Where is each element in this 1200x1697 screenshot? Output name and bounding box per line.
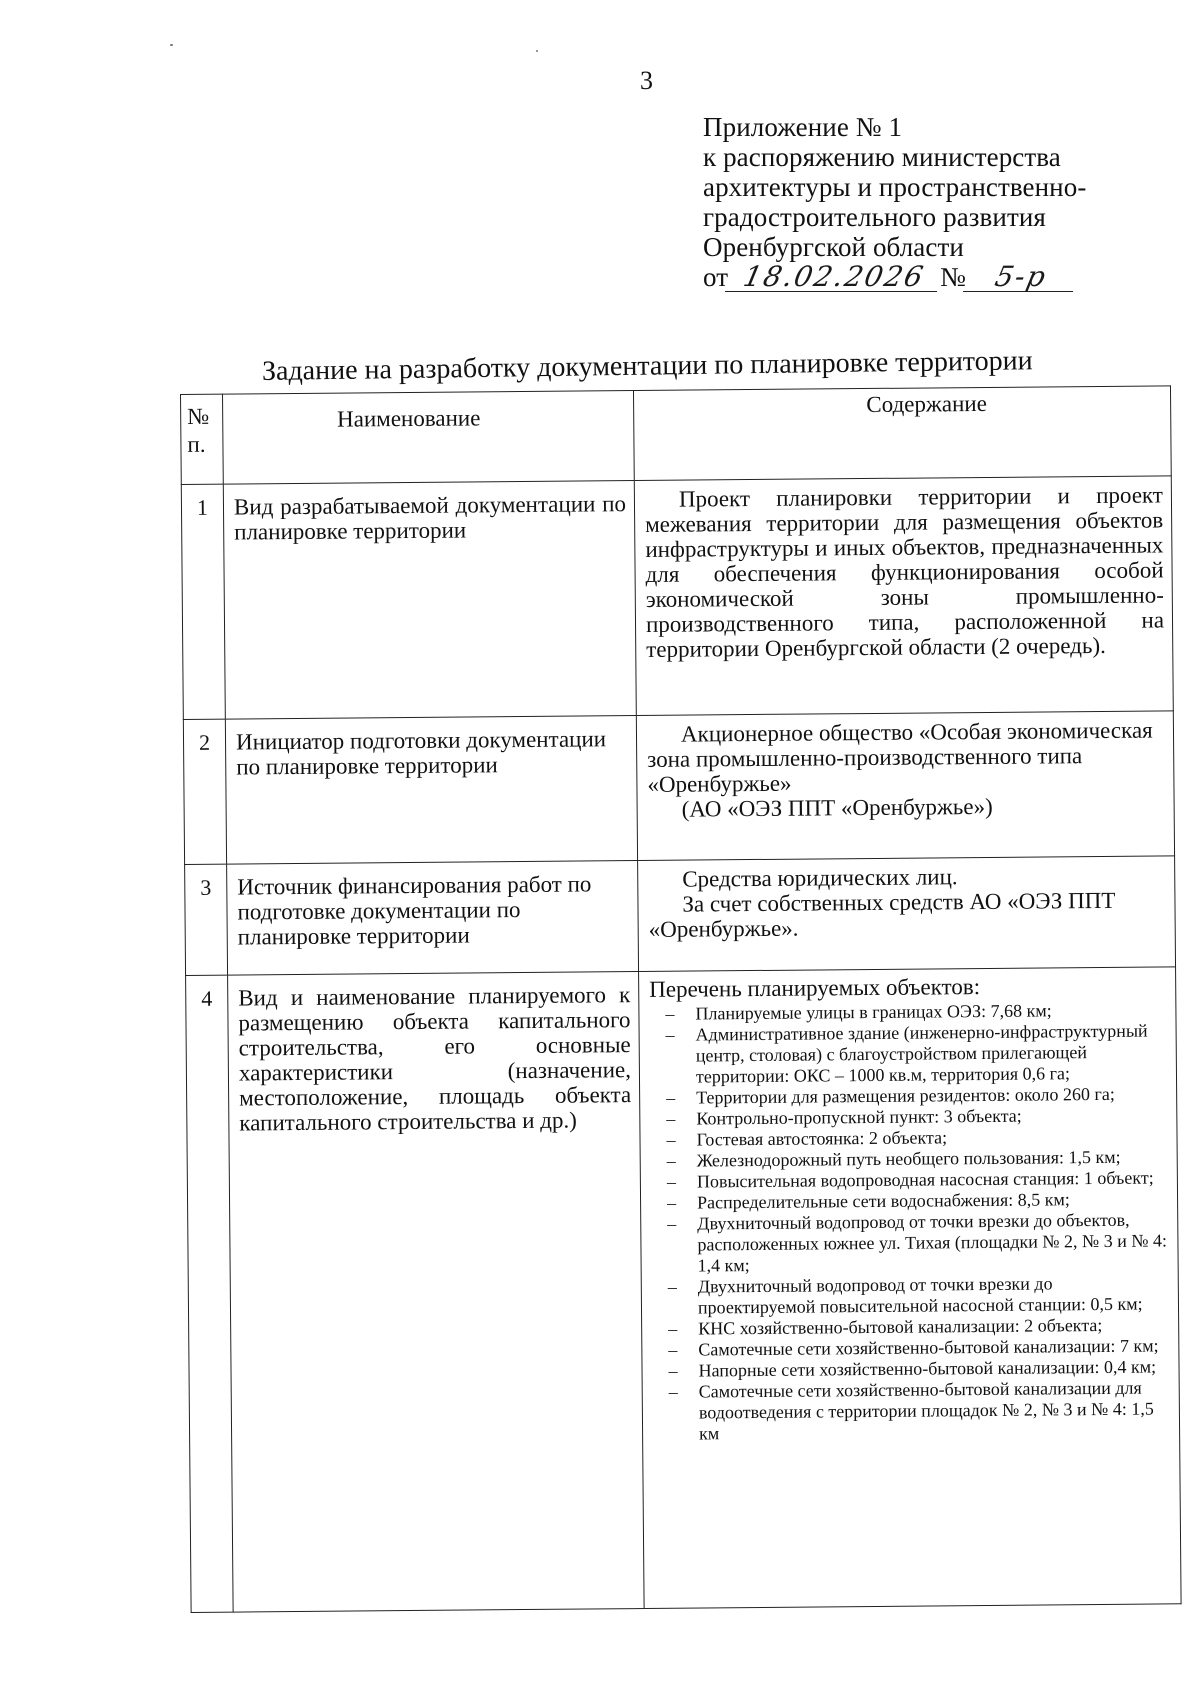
row-content: [639, 967, 1182, 1609]
number-prefix: №: [940, 262, 967, 292]
list-item: – Административное здание (инженерно-инфраструктурный центр, столовая) с благоустройством прилегающей территории: ОКС – 1000 кв.м, территория 0,6 га;: [650, 1020, 1169, 1088]
row-content: [636, 711, 1174, 861]
row-number: 4: [186, 975, 234, 1612]
row-name: Вид и наименование планируемого к размещению объекта капитального строительства, его основные характеристики (назначение, местоположение, площадь объекта капитального строительства и др.): [228, 972, 645, 1613]
list-item: – Самотечные сети хозяйственно-бытовой канализации: 7 км;: [652, 1335, 1170, 1361]
list-item: – Двухниточный водопровод от точки врезки до проектируемой повысительной насосной станции: 0,5 км;: [652, 1272, 1170, 1319]
content-paragraph: Акционерное общество «Особая экономическая зона промышленно-производственного типа «Оренбуржье»: [647, 717, 1153, 797]
handwritten-number: 5-р: [963, 263, 1079, 292]
appendix-header-line: архитектуры и пространственно-: [703, 172, 1087, 202]
list-item: – Повысительная водопроводная насосная станция: 1 объект;: [651, 1167, 1169, 1193]
appendix-header-line: к распоряжению министерства: [703, 142, 1061, 172]
row-name: Источник финансирования работ по подготовке документации по планировке территории: [227, 861, 639, 976]
table-row: [181, 476, 1173, 720]
scan-speck: [170, 44, 173, 46]
list-item: – Самотечные сети хозяйственно-бытовой канализации для водоотведения с территории площадок № 2, № 3 и № 4: 1,5 км: [653, 1377, 1172, 1445]
handwritten-date: 18.02.2026: [725, 263, 943, 292]
document-title: Задание на разработку документации по планировке территории: [261, 345, 1033, 387]
table-row: [185, 856, 1176, 976]
list-item: – Напорные сети хозяйственно-бытовой канализации: 0,4 км;: [652, 1356, 1170, 1382]
table-row: [186, 967, 1182, 1613]
list-item: – Планируемые улицы в границах ОЭЗ: 7,68 км;: [649, 999, 1167, 1025]
appendix-header-line: Приложение № 1: [703, 112, 903, 142]
list-item: – Железнодорожный путь необщего пользования: 1,5 км;: [651, 1146, 1169, 1172]
list-item: – Распределительные сети водоснабжения: 8,5 км;: [651, 1188, 1169, 1214]
date-number-line: [703, 262, 1143, 292]
assignment-table-wrap: [180, 385, 1180, 1564]
row-number: 2: [183, 719, 226, 864]
appendix-header: [703, 112, 1143, 292]
objects-list: [649, 999, 1171, 1445]
row-number: 1: [181, 484, 225, 719]
list-item: – Контрольно-пропускной пункт: 3 объекта;: [650, 1104, 1168, 1130]
row-content: [638, 856, 1176, 972]
date-prefix: от: [703, 262, 729, 292]
scan-speck: [536, 50, 538, 52]
content-paragraph: Средства юридических лиц.: [682, 864, 958, 892]
header-name: Наименование: [223, 391, 635, 485]
content-paragraph: За счет собственных средств АО «ОЭЗ ППТ «Оренбуржье».: [648, 887, 1116, 942]
list-item: – Территории для размещения резидентов: около 260 га;: [650, 1083, 1168, 1109]
table-header-row: [181, 386, 1172, 485]
row-content: Проект планировки территории и проект межевания территории для размещения объектов инфраструктуры и иных объектов, предназначенных для обеспечения функционирования особой экономической зоны промышленно-производственного типа, расположенной на территории Оренбургской области (2 очередь).: [634, 476, 1173, 716]
objects-list-title: Перечень планируемых объектов:: [649, 974, 981, 1002]
appendix-header-line: Оренбургской области: [703, 232, 964, 262]
row-name: Вид разрабатываемой документации по планировке территории: [223, 481, 636, 720]
header-content: Содержание: [633, 386, 1171, 481]
assignment-table: [180, 385, 1182, 1613]
list-item: – Гостевая автостоянка: 2 объекта;: [650, 1125, 1168, 1151]
page-number: 3: [640, 66, 653, 95]
row-number: 3: [185, 864, 228, 975]
table-row: [183, 711, 1174, 865]
content-paragraph: (АО «ОЭЗ ППТ «Оренбуржье»): [681, 793, 993, 822]
appendix-header-line: градостроительного развития: [703, 202, 1046, 232]
list-item: – КНС хозяйственно-бытовой канализации: 2 объекта;: [652, 1314, 1170, 1340]
row-name: Инициатор подготовки документации по планировке территории: [225, 716, 637, 865]
list-item: – Двухниточный водопровод от точки врезки до объектов, расположенных южнее ул. Тихая (площадки № 2, № 3 и № 4: 1,4 км;: [651, 1209, 1170, 1277]
header-number: № п.: [181, 394, 224, 484]
